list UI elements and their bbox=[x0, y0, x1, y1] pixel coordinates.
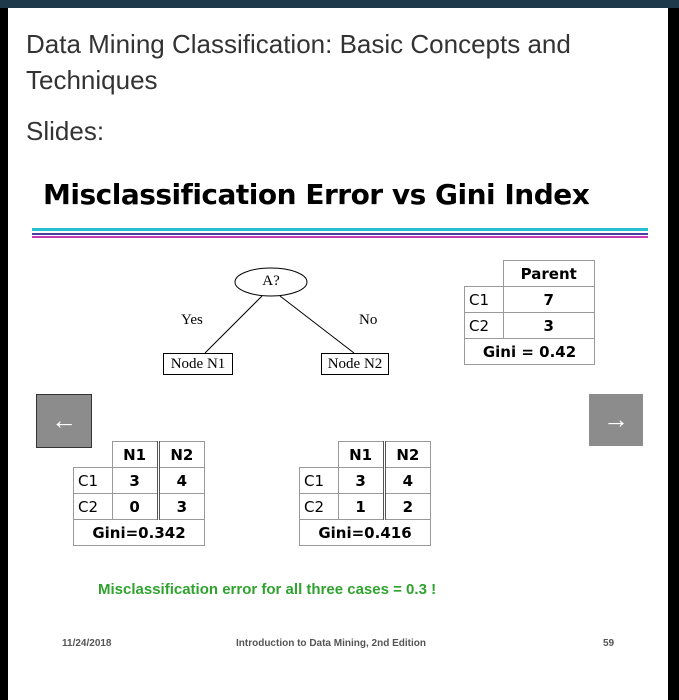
row-label: C1 bbox=[465, 287, 504, 313]
slide-title: Misclassification Error vs Gini Index bbox=[43, 178, 590, 211]
cell-value: 3 bbox=[158, 494, 204, 520]
content-card bbox=[8, 8, 668, 700]
prev-slide-button[interactable] bbox=[36, 394, 92, 448]
column-header: N2 bbox=[158, 442, 204, 468]
row-label: C2 bbox=[300, 494, 339, 520]
split-table-right bbox=[299, 441, 431, 546]
gini-value-right: Gini=0.416 bbox=[300, 520, 431, 546]
cell-value: 3 bbox=[112, 468, 158, 494]
cell-value: 2 bbox=[384, 494, 430, 520]
slide-image bbox=[8, 166, 668, 700]
table-row bbox=[300, 468, 431, 494]
row-label: C1 bbox=[74, 468, 113, 494]
cell-value: 4 bbox=[384, 468, 430, 494]
row-label: C2 bbox=[74, 494, 113, 520]
footer-title: Introduction to Data Mining, 2nd Edition bbox=[236, 638, 426, 649]
next-slide-button[interactable] bbox=[589, 394, 643, 446]
parent-gini: Gini = 0.42 bbox=[465, 339, 595, 365]
arrow-left-icon: ← bbox=[51, 405, 77, 435]
yes-label: Yes bbox=[181, 312, 203, 328]
table-row bbox=[300, 494, 431, 520]
cell-value: 4 bbox=[158, 468, 204, 494]
misclassification-note: Misclassification error for all three cases = 0.3 ! bbox=[98, 581, 437, 598]
row-label: C2 bbox=[465, 313, 504, 339]
column-header: N1 bbox=[112, 442, 158, 468]
cell-value: 0 bbox=[112, 494, 158, 520]
arrow-right-icon: → bbox=[603, 404, 629, 434]
cell-value: 3 bbox=[338, 468, 384, 494]
parent-table bbox=[464, 260, 595, 365]
top-bar bbox=[0, 0, 679, 8]
decision-tree-lines bbox=[8, 166, 668, 700]
node-n1: Node N1 bbox=[163, 353, 233, 375]
cell-value: 7 bbox=[503, 287, 595, 313]
table-row bbox=[465, 313, 595, 339]
slides-label: Slides: bbox=[26, 116, 105, 146]
column-header: N2 bbox=[384, 442, 430, 468]
no-label: No bbox=[359, 312, 378, 328]
page-title: Data Mining Classification: Basic Concepts and Techniques bbox=[26, 29, 571, 95]
split-table-left bbox=[73, 441, 205, 546]
footer-date: 11/24/2018 bbox=[62, 638, 112, 649]
column-header: N1 bbox=[338, 442, 384, 468]
gini-value-left: Gini=0.342 bbox=[74, 520, 205, 546]
no-branch-line bbox=[280, 296, 354, 353]
table-row bbox=[465, 287, 595, 313]
footer-page-number: 59 bbox=[603, 638, 615, 649]
cell-value: 3 bbox=[503, 313, 595, 339]
cell-value: 1 bbox=[338, 494, 384, 520]
table-row bbox=[74, 468, 205, 494]
node-n2: Node N2 bbox=[321, 353, 389, 375]
yes-branch-line bbox=[205, 296, 262, 353]
parent-header: Parent bbox=[503, 261, 595, 287]
row-label: C1 bbox=[300, 468, 339, 494]
table-row bbox=[74, 494, 205, 520]
root-node-label: A? bbox=[262, 273, 280, 289]
